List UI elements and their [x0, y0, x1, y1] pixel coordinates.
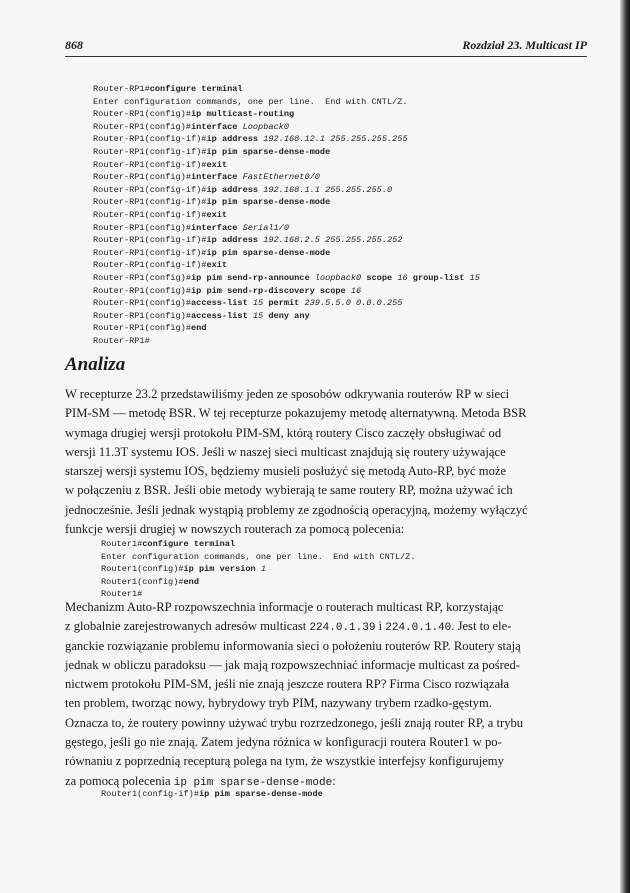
code-segment: 192.168.12.1 255.255.255.255 [263, 134, 408, 145]
page-edge-shadow [620, 0, 630, 893]
code-segment: deny any [263, 310, 310, 321]
code-line [101, 563, 601, 576]
code-line [93, 108, 593, 121]
code-line [93, 121, 593, 134]
text-line [65, 733, 587, 752]
code-segment: Router-RP1(config)# [93, 109, 191, 120]
text-line [65, 385, 587, 404]
code-segment: interface [191, 121, 243, 132]
code-segment: ip address [206, 134, 264, 145]
code-segment: end [183, 576, 199, 587]
code-segment: exit [206, 209, 228, 220]
code-segment: Enter configuration commands, one per line. End with CNTL/Z. [93, 96, 408, 107]
code-segment: Router1(config-if)# [101, 789, 199, 799]
text-line [65, 501, 587, 520]
code-segment: ip pim sparse-dense-mode [206, 146, 331, 157]
text-line [65, 694, 587, 713]
code-segment: ip pim send-rp-announce [191, 272, 315, 283]
text-segment: W recepturze 23.2 przedstawiliśmy jeden ze sposobów odkrywania routerów RP w sieci [65, 387, 510, 401]
code-line [93, 310, 593, 323]
inline-code: 224.0.1.40 [385, 622, 452, 635]
text-line [65, 752, 587, 771]
code-segment: Router-RP1(config-if)# [93, 235, 207, 246]
code-segment: 192.168.1.1 255.255.255.0 [263, 184, 393, 195]
code-line [93, 285, 593, 298]
text-line [65, 714, 587, 733]
code-segment: Router-RP1(config)# [93, 298, 191, 309]
code-segment: 16 [397, 272, 408, 283]
code-segment: exit [206, 159, 228, 170]
code-segment: 15 [252, 298, 264, 309]
code-line [101, 788, 601, 801]
code-segment: configure terminal [149, 84, 243, 94]
code-segment: Router-RP1(config-if)# [93, 146, 207, 157]
code-segment: ip pim sparse-dense-mode [206, 197, 331, 208]
code-line [93, 234, 593, 247]
code-segment: Router-RP1(config-if)# [93, 134, 207, 145]
code-segment: Router-RP1(config-if)# [93, 209, 207, 220]
code-segment: ip address [206, 235, 264, 246]
code-segment: ip pim version [183, 564, 261, 575]
code-segment: Router1# [101, 539, 143, 549]
code-block-router-rp1 [93, 83, 593, 347]
code-segment: permit [263, 298, 305, 309]
paragraph-auto-rp [65, 598, 587, 791]
text-segment: w połączeniu z BSR. Jeśli obie metody wybierają te same routery RP, można używać ich [65, 483, 513, 498]
text-line [65, 481, 587, 500]
code-segment: Router-RP1# [93, 84, 150, 94]
text-segment: ten problem, tworząc nowy, hybrydowy tryb PIM, nazywany trybem rzadko-gęstym. [65, 696, 492, 711]
running-title: Rozdział 23. Multicast IP [462, 38, 587, 52]
code-line [93, 159, 593, 172]
code-segment: Router-RP1(config)# [93, 121, 191, 132]
text-segment: PIM-SM — metodę BSR. W tej recepturze pokazujemy metodę alternatywną. Metoda BSR [65, 406, 527, 421]
code-segment: Serial1/0 [242, 222, 289, 233]
text-line [65, 443, 587, 462]
text-line [65, 617, 587, 636]
page-number: 868 [65, 38, 83, 52]
text-line [65, 675, 587, 694]
code-segment: Router1(config)# [101, 564, 184, 575]
text-segment: Mechanizm Auto-RP rozpowszechnia informacje o routerach multicast RP, korzystając [65, 600, 504, 614]
code-segment: Router-RP1(config)# [93, 323, 191, 334]
code-segment: access-list [191, 298, 253, 309]
code-line [93, 133, 593, 146]
code-segment: exit [206, 260, 228, 271]
code-line [93, 322, 593, 335]
text-segment: nictwem protokołu PIM-SM, jeśli nie znają jeszcze routera RP? Firma Cisco rozwiązała [65, 677, 510, 692]
code-line [93, 259, 593, 272]
text-segment: wymaga drugiej wersji protokołu PIM-SM, którą routery Cisco zaczęły obsługiwać od [65, 425, 502, 440]
text-segment: starszej wersji systemu IOS, będziemy musieli posłużyć się metodą Auto-RP, być może [65, 464, 507, 479]
code-segment: FastEthernet0/0 [242, 172, 320, 183]
section-heading-analiza: Analiza [65, 354, 126, 375]
code-line [93, 297, 593, 310]
code-segment: Router-RP1(config-if)# [93, 260, 207, 271]
code-segment: scope [361, 272, 398, 283]
code-segment: Router-RP1(config-if)# [93, 159, 207, 170]
text-segment: wersji 11.3T systemu IOS. Jeśli w naszej sieci multicast znajdują się routery używające [65, 444, 506, 459]
code-line [101, 538, 601, 551]
paragraph-analysis-intro [65, 385, 587, 539]
text-segment: . Jest to ele- [451, 619, 512, 634]
code-segment: interface [191, 172, 243, 183]
code-segment: Router1(config)# [101, 576, 184, 587]
code-segment: 192.168.2.5 255.255.255.252 [263, 235, 403, 246]
code-segment: ip multicast-routing [191, 109, 295, 120]
code-segment: group-list [407, 272, 470, 283]
code-segment: 15 [252, 310, 264, 321]
text-segment: jednocześnie. Jeśli jednak wystąpią problemy ze zgodnością operacyjną, możemy wyłączyć [65, 502, 528, 517]
code-line [93, 335, 593, 348]
code-segment: 15 [469, 272, 480, 283]
text-segment: Oznacza to, że routery powinny używać trybu rozrzedzonego, jeśli znają router RP, a trybu [65, 715, 524, 730]
code-segment: 1 [260, 564, 267, 575]
text-segment: gęstego, jeśli go nie znają. Zatem jedyna różnica w konfiguracji routera Router1 w po- [65, 735, 502, 750]
code-line [93, 83, 593, 96]
text-segment: ganckie rozwiązanie problemu informowania sieci o położeniu routerów RP. Routery stają [65, 638, 521, 653]
text-segment: równaniu z poprzednią recepturą polega na tym, że wszystkie interfejsy konfigurujemy [65, 754, 504, 769]
code-segment: Router-RP1# [93, 335, 150, 346]
code-segment: interface [191, 222, 243, 233]
code-segment: Router-RP1(config-if)# [93, 184, 207, 195]
code-segment: ip address [206, 184, 264, 195]
text-segment: funkcje wersji drugiej w nowszych routerach za pomocą polecenia: [65, 522, 405, 537]
code-segment: Router-RP1(config)# [93, 285, 191, 296]
text-line [65, 637, 587, 656]
code-segment: ip pim send-rp-discovery scope [191, 285, 351, 296]
code-segment: Router-RP1(config)# [93, 272, 191, 283]
code-segment: 239.5.5.0 0.0.0.255 [304, 298, 403, 309]
text-segment: i [375, 619, 386, 634]
code-line [93, 196, 593, 209]
code-line [93, 209, 593, 222]
text-line [65, 404, 587, 423]
code-line [101, 551, 601, 564]
text-segment: jednak w obliczu paradoksu — jak mają rozpowszechniać informacje multicast za pośred- [65, 657, 520, 672]
code-line [93, 272, 593, 285]
text-line [65, 520, 587, 539]
code-line [93, 171, 593, 184]
code-line [93, 222, 593, 235]
code-segment: ip pim sparse-dense-mode [199, 789, 323, 799]
page-header [65, 34, 587, 57]
code-line [93, 96, 593, 109]
code-line [101, 576, 601, 589]
code-segment: Router-RP1(config)# [93, 310, 191, 321]
inline-code: ip pim sparse-dense-mode [173, 776, 333, 789]
text-segment: za pomocą polecenia [65, 773, 174, 788]
code-segment: Router-RP1(config)# [93, 172, 191, 183]
code-segment: 16 [350, 285, 362, 296]
code-segment: Enter configuration commands, one per line. End with CNTL/Z. [101, 551, 416, 562]
code-segment: loopback0 [314, 272, 362, 283]
code-segment: configure terminal [142, 539, 236, 549]
code-line [93, 184, 593, 197]
code-segment: Router-RP1(config-if)# [93, 197, 207, 208]
text-segment: z globalnie zarejestrowanych adresów multicast [65, 619, 310, 634]
code-segment: Router-RP1(config-if)# [93, 247, 207, 258]
code-segment: Router-RP1(config)# [93, 222, 191, 233]
code-segment: end [191, 323, 207, 334]
code-segment: access-list [191, 310, 253, 321]
code-segment: Router1# [101, 589, 143, 600]
inline-code: 224.0.1.39 [309, 622, 376, 635]
text-line [65, 656, 587, 675]
text-line [65, 424, 587, 443]
code-line [93, 247, 593, 260]
code-block-sparse-dense [101, 788, 601, 801]
text-line [65, 598, 587, 617]
text-segment: : [332, 773, 336, 788]
code-block-router1-pim-version [101, 538, 601, 601]
text-line [65, 462, 587, 481]
code-segment: Loopback0 [242, 121, 289, 132]
code-line [93, 146, 593, 159]
code-segment: ip pim sparse-dense-mode [206, 247, 331, 258]
